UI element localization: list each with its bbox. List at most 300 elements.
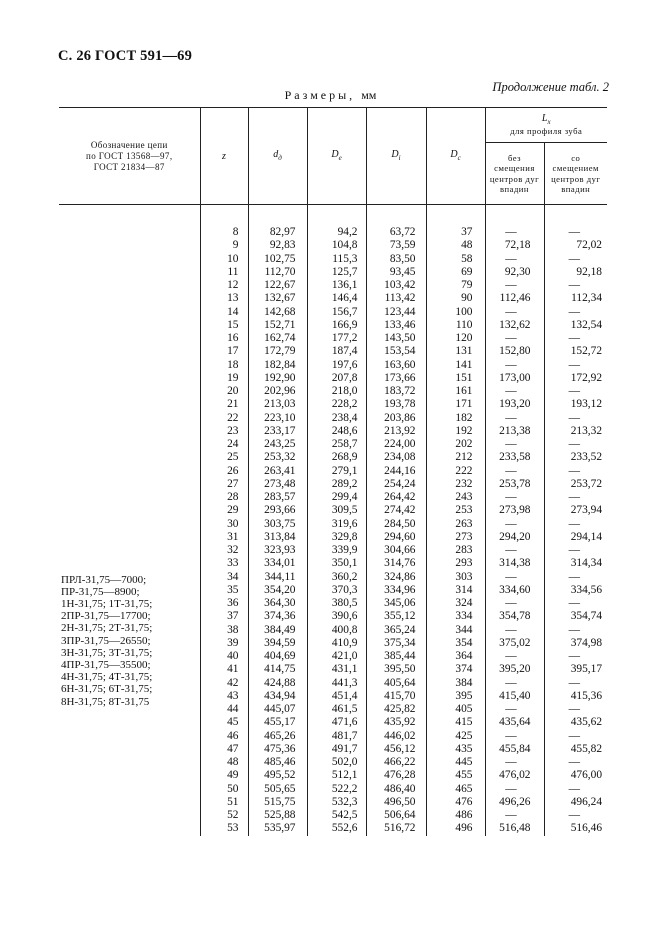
outer-diameter-value: 350,1 [331,557,358,570]
lx-with-shift-value: 92,18 [576,265,603,278]
lx-with-shift-value: 476,00 [570,769,603,782]
outer-diameter-value: 268,9 [331,451,358,464]
pitch-diameter-value: 445,07 [264,703,296,715]
lx-with-shift-value: 233,52 [570,451,603,464]
pitch-diameter-value: 152,71 [264,318,296,331]
lx-without-shift-value: 516,48 [499,822,531,835]
lx-without-shift-value: 455,84 [499,742,531,755]
outer-diameter-value: 319,6 [331,517,358,530]
inner-diameter-value: 395,50 [384,663,416,676]
outer-diameter-value: 451,4 [331,689,358,702]
outer-diameter-value: 238,4 [331,411,358,424]
inner-diameter-value: 153,54 [384,345,416,358]
lx-without-shift-value: 294,20 [499,530,531,543]
pitch-diameter-value: 404,69 [264,650,296,662]
outer-diameter-value: 481,7 [331,729,358,742]
outer-diameter-value: 197,6 [331,358,358,371]
inner-diameter-value: 425,82 [384,703,416,715]
inner-diameter-value: 385,44 [384,650,416,662]
outer-diameter-value: 156,7 [331,305,358,318]
pitch-diameter-value: 414,75 [264,663,296,676]
tooth-count-value: 25 [227,451,239,464]
outer-diameter-value: 94,2 [337,226,358,238]
outer-diameter-value: 279,1 [331,464,358,477]
tooth-count-value: 27 [227,477,239,490]
lx-without-shift-value: — [505,517,517,530]
tooth-count-value: 20 [227,385,239,397]
outer-diameter-value: 461,5 [331,703,358,715]
lx-without-shift-value: — [505,782,517,795]
table-continuation-label: Продолжение табл. 2 [492,80,609,94]
tooth-count-value: 39 [227,636,239,649]
chord-diameter-value: 192 [455,424,473,437]
lx-with-shift-value: 172,92 [570,371,603,384]
sizes-label: Размеры, [284,88,356,102]
inner-diameter-value: 274,42 [384,504,416,517]
outer-diameter-value: 125,7 [331,265,358,278]
pitch-diameter-value: 313,84 [264,530,296,543]
chord-diameter-value: 384 [455,676,473,689]
chord-diameter-value: 37 [461,226,473,238]
inner-diameter-value: 324,86 [384,570,416,583]
lx-with-shift-value: 152,72 [570,345,603,358]
chord-diameter-value: 293 [455,557,473,570]
lx-with-shift-value: 213,32 [570,424,603,437]
inner-diameter-value: 334,96 [384,583,416,596]
chain-designation: ПР-31,75—8900; [61,585,140,598]
chain-designation: 2ПР-31,75—17700; [61,610,151,623]
inner-diameter-value: 355,12 [384,610,416,623]
lx-without-shift-value: — [505,358,517,371]
tooth-count-value: 51 [227,795,239,808]
outer-diameter-value: 329,8 [331,530,358,543]
page-header: С. 26 ГОСТ 591—69 [58,48,193,64]
outer-diameter-value: 218,0 [331,385,358,397]
chord-diameter-value: 496 [455,822,473,835]
chord-diameter-value: 263 [455,517,473,530]
chain-designation: 2Н-31,75; 2Т-31,75; [61,622,153,635]
inner-diameter-value: 466,22 [384,756,416,768]
lx-with-shift-value: — [568,464,580,477]
outer-diameter-value: 339,9 [331,544,358,556]
Di-header: $D_i$ [366,108,426,205]
chord-diameter-value: 395 [455,689,473,702]
pitch-diameter-value: 485,46 [264,756,296,768]
inner-diameter-value: 73,59 [389,239,416,252]
inner-diameter-value: 476,28 [384,769,416,782]
tooth-count-value: 16 [227,332,239,344]
outer-diameter-value: 166,9 [331,318,358,331]
lx-with-shift-value: — [568,729,580,742]
chord-diameter-value: 324 [455,597,473,609]
lx-with-shift-value: — [568,623,580,636]
lx-without-shift-value: — [505,597,517,609]
outer-diameter-value: 471,6 [331,716,358,729]
chord-diameter-value: 58 [461,252,473,265]
inner-diameter-value: 143,50 [384,332,416,344]
inner-diameter-value: 375,34 [384,636,416,649]
outer-diameter-value: 380,5 [331,597,358,609]
inner-diameter-value: 123,44 [384,305,416,318]
sizes-caption [0,88,661,103]
outer-diameter-value: 309,5 [331,504,358,517]
Dc-header: $D_c$ [426,108,485,205]
inner-diameter-value: 456,12 [384,742,416,755]
outer-diameter-value: 289,2 [331,477,358,490]
lx-without-shift-value: 476,02 [499,769,531,782]
lx-with-shift-value: — [568,544,580,556]
pitch-diameter-value: 394,59 [264,636,296,649]
pitch-diameter-value: 182,84 [264,358,296,371]
inner-diameter-value: 254,24 [384,477,416,490]
lx-with-shift-value: 516,46 [570,822,603,835]
lx-without-shift-value: 354,78 [499,610,531,623]
chain-designation: 6Н-31,75; 6Т-31,75; [61,683,153,696]
lx-without-shift-value: — [505,385,517,397]
inner-diameter-value: 234,08 [384,451,416,464]
dd-header: $d_д$ [248,108,307,205]
inner-diameter-value: 486,40 [384,782,416,795]
chain-designation: 1Н-31,75; 1Т-31,75; [61,598,153,611]
chain-designation: 4Н-31,75; 4Т-31,75; [61,671,153,684]
lx-with-shift-value: 294,14 [570,530,603,543]
tooth-count-value: 40 [227,650,239,662]
pitch-diameter-value: 213,03 [264,398,296,411]
chord-diameter-value: 212 [455,451,473,464]
lx-with-shift-value: — [568,226,580,238]
lx-without-shift-value: 132,62 [499,318,531,331]
outer-diameter-value: 542,5 [331,809,358,821]
lx-with-shift-value: 193,12 [570,398,603,411]
chain-sprocket-table [59,107,607,836]
tooth-count-value: 35 [227,583,239,596]
Lx-header: $L_x$ для профиля зуба [485,108,607,143]
z-header: z [200,108,248,205]
pitch-diameter-value: 334,01 [264,557,296,570]
tooth-count-value: 23 [227,424,239,437]
lx-without-shift-value: 253,78 [499,477,531,490]
pitch-diameter-value: 192,90 [264,371,296,384]
pitch-diameter-value: 465,26 [264,729,296,742]
lx-without-shift-value: 193,20 [499,398,531,411]
chord-diameter-value: 110 [455,318,473,331]
chord-diameter-value: 476 [455,795,473,808]
pitch-diameter-value: 495,52 [264,769,296,782]
chord-diameter-value: 120 [455,332,473,344]
tooth-count-value: 28 [227,491,239,503]
chord-diameter-value: 283 [455,544,473,556]
Lx-with-shift-column [544,226,607,836]
pitch-diameter-value: 434,94 [264,689,296,702]
lx-with-shift-value: 435,62 [570,716,603,729]
inner-diameter-value: 183,72 [384,385,416,397]
pitch-diameter-value: 102,75 [264,252,296,265]
tooth-count-value: 43 [227,689,239,702]
lx-without-shift-value: — [505,332,517,344]
tooth-count-value: 32 [227,544,239,556]
inner-diameter-value: 284,50 [384,517,416,530]
lx-with-shift-value: — [568,279,580,291]
tooth-count-value: 14 [227,305,239,318]
tooth-count-value: 53 [227,822,239,835]
outer-diameter-value: 400,8 [331,623,358,636]
inner-diameter-value: 304,66 [384,544,416,556]
outer-diameter-value: 431,1 [331,663,358,676]
lx-with-shift-value: 112,34 [571,292,603,305]
outer-diameter-value: 502,0 [331,756,358,768]
chord-diameter-value: 131 [455,345,473,358]
lx-with-shift-value: 72,02 [576,239,603,252]
lx-without-shift-value: — [505,729,517,742]
pitch-diameter-value: 515,75 [264,795,296,808]
lx-with-shift-value: 314,34 [570,557,603,570]
outer-diameter-value: 370,3 [331,583,358,596]
chord-diameter-value: 79 [461,279,473,291]
tooth-count-value: 48 [227,756,239,768]
tooth-count-value: 26 [227,464,239,477]
tooth-count-value: 18 [227,358,239,371]
lx-without-shift-value: — [505,756,517,768]
chord-diameter-value: 273 [455,530,473,543]
lx-without-shift-value: — [505,809,517,821]
lx-without-shift-value: 173,00 [499,371,531,384]
outer-diameter-value: 522,2 [331,782,358,795]
designation-header: Обозначение цепи по ГОСТ 13568—97, ГОСТ 21834—87 [59,108,200,205]
chain-designation: 3ПР-31,75—26550; [61,634,151,647]
without-shift-header: без смещения центров дуг впадин [485,143,544,205]
lx-without-shift-value: — [505,676,517,689]
lx-without-shift-value: 112,46 [499,292,531,305]
inner-diameter-value: 264,42 [384,491,416,503]
Lx-without-shift-column [485,226,544,836]
lx-with-shift-value: — [568,676,580,689]
outer-diameter-value: 390,6 [331,610,358,623]
lx-without-shift-value: — [505,464,517,477]
lx-with-shift-value: 374,98 [570,636,603,649]
pitch-diameter-value: 253,32 [264,451,296,464]
lx-without-shift-value: — [505,703,517,715]
inner-diameter-value: 133,46 [384,318,416,331]
lx-with-shift-value: 496,24 [570,795,603,808]
tooth-count-value: 42 [227,676,239,689]
pitch-diameter-value: 323,93 [264,544,296,556]
lx-with-shift-value: 132,54 [570,318,603,331]
inner-diameter-value: 173,66 [384,371,416,384]
pitch-diameter-value: 354,20 [264,583,296,596]
chord-diameter-value: 161 [455,385,473,397]
chord-diameter-value: 415 [455,716,473,729]
with-shift-header: со смещением центров дуг впадин [544,143,607,205]
tooth-count-value: 37 [227,610,239,623]
chord-diameter-value: 232 [455,477,473,490]
pitch-diameter-value: 364,30 [264,597,296,609]
inner-diameter-value: 496,50 [384,795,416,808]
outer-diameter-value: 136,1 [331,279,358,291]
pitch-diameter-value: 293,66 [264,504,296,517]
pitch-diameter-value: 374,36 [264,610,296,623]
lx-with-shift-value: — [568,491,580,503]
pitch-diameter-value: 455,17 [264,716,296,729]
lx-without-shift-value: — [505,570,517,583]
inner-diameter-value: 193,78 [384,398,416,411]
lx-without-shift-value: 415,40 [499,689,531,702]
lx-with-shift-value: 415,36 [570,689,603,702]
pitch-diameter-value: 263,41 [264,464,296,477]
De-header: $D_e$ [307,108,366,205]
lx-without-shift-value: — [505,279,517,291]
pitch-diameter-value: 525,88 [264,809,296,821]
tooth-count-value: 10 [227,252,239,265]
inner-diameter-value: 294,60 [384,530,416,543]
inner-diameter-value: 83,50 [389,252,416,265]
tooth-count-value: 31 [227,530,239,543]
inner-diameter-value: 113,42 [384,292,416,305]
chord-diameter-value: 182 [455,411,473,424]
chord-diameter-value: 253 [455,504,473,517]
inner-diameter-value: 224,00 [384,438,416,450]
chord-diameter-value: 425 [455,729,473,742]
outer-diameter-value: 228,2 [331,398,358,411]
lx-with-shift-value: 273,94 [570,504,603,517]
z-column [200,226,248,836]
outer-diameter-value: 104,8 [331,239,358,252]
tooth-count-value: 15 [227,318,239,331]
inner-diameter-value: 506,64 [384,809,416,821]
lx-without-shift-value: 314,38 [499,557,531,570]
lx-with-shift-value: — [568,570,580,583]
lx-without-shift-value: — [505,438,517,450]
tooth-count-value: 9 [232,239,239,252]
outer-diameter-value: 421,0 [331,650,358,662]
tooth-count-value: 24 [227,438,239,450]
lx-with-shift-value: 354,74 [570,610,603,623]
outer-diameter-value: 146,4 [331,292,358,305]
lx-with-shift-value: — [568,782,580,795]
tooth-count-value: 21 [227,398,239,411]
chord-diameter-value: 202 [455,438,473,450]
chord-diameter-value: 243 [455,491,473,503]
inner-diameter-value: 103,42 [384,279,416,291]
outer-diameter-value: 512,1 [331,769,358,782]
inner-diameter-value: 314,76 [384,557,416,570]
chord-diameter-value: 141 [455,358,473,371]
pitch-diameter-value: 243,25 [264,438,296,450]
tooth-count-value: 49 [227,769,239,782]
tooth-count-value: 50 [227,782,239,795]
inner-diameter-value: 446,02 [384,729,416,742]
lx-without-shift-value: 273,98 [499,504,531,517]
chord-diameter-value: 100 [455,305,473,318]
inner-diameter-value: 435,92 [384,716,416,729]
lx-without-shift-value: 395,20 [499,663,531,676]
outer-diameter-value: 299,4 [331,491,358,503]
outer-diameter-value: 552,6 [331,822,358,835]
pitch-diameter-value: 122,67 [264,279,296,291]
lx-with-shift-value: — [568,411,580,424]
tooth-count-value: 44 [227,703,239,715]
pitch-diameter-value: 424,88 [264,676,296,689]
pitch-diameter-value: 92,83 [269,239,296,252]
inner-diameter-value: 203,86 [384,411,416,424]
outer-diameter-value: 187,4 [331,345,358,358]
inner-diameter-value: 516,72 [384,822,416,835]
tooth-count-value: 47 [227,742,239,755]
lx-with-shift-value: — [568,597,580,609]
chord-diameter-value: 314 [455,583,473,596]
chord-diameter-value: 374 [455,663,473,676]
chord-diameter-value: 334 [455,610,473,623]
pitch-diameter-value: 112,70 [264,265,296,278]
outer-diameter-value: 207,8 [331,371,358,384]
inner-diameter-value: 213,92 [384,424,416,437]
lx-without-shift-value: 435,64 [499,716,531,729]
tooth-count-value: 41 [227,663,239,676]
chain-designation-list [59,226,200,836]
pitch-diameter-value: 344,11 [264,570,296,583]
outer-diameter-value: 532,3 [331,795,358,808]
chord-diameter-value: 405 [455,703,473,715]
inner-diameter-value: 405,64 [384,676,416,689]
tooth-count-value: 13 [227,292,239,305]
pitch-diameter-value: 142,68 [264,305,296,318]
tooth-count-value: 52 [227,809,239,821]
pitch-diameter-value: 202,96 [264,385,296,397]
chain-designation: 3Н-31,75; 3Т-31,75; [61,646,153,659]
pitch-diameter-value: 384,49 [264,623,296,636]
chord-diameter-value: 486 [455,809,473,821]
lx-without-shift-value: 72,18 [504,239,531,252]
lx-with-shift-value: — [568,756,580,768]
pitch-diameter-value: 223,10 [264,411,296,424]
chord-diameter-value: 171 [455,398,473,411]
lx-with-shift-value: — [568,517,580,530]
pitch-diameter-value: 82,97 [269,226,296,238]
lx-without-shift-value: — [505,491,517,503]
Dc-column [426,226,485,836]
chord-diameter-value: 303 [455,570,473,583]
outer-diameter-value: 491,7 [331,742,358,755]
lx-with-shift-value: — [568,305,580,318]
outer-diameter-value: 360,2 [331,570,358,583]
chord-diameter-value: 354 [455,636,473,649]
lx-with-shift-value: — [568,358,580,371]
chord-diameter-value: 222 [455,464,473,477]
lx-without-shift-value: — [505,650,517,662]
lx-with-shift-value: 455,82 [570,742,603,755]
pitch-diameter-value: 283,57 [264,491,296,503]
lx-without-shift-value: — [505,305,517,318]
inner-diameter-value: 415,70 [384,689,416,702]
lx-with-shift-value: — [568,703,580,715]
outer-diameter-value: 248,6 [331,424,358,437]
tooth-count-value: 8 [232,226,239,238]
Di-column [366,226,426,836]
lx-with-shift-value: — [568,650,580,662]
pitch-diameter-value: 475,36 [264,742,296,755]
inner-diameter-value: 63,72 [389,226,416,238]
tooth-count-value: 33 [227,557,239,570]
chord-diameter-value: 455 [455,769,473,782]
inner-diameter-value: 93,45 [389,265,416,278]
lx-without-shift-value: 334,60 [499,583,531,596]
outer-diameter-value: 258,7 [331,438,358,450]
pitch-diameter-value: 303,75 [264,517,296,530]
lx-without-shift-value: 496,26 [499,795,531,808]
pitch-diameter-value: 505,65 [264,782,296,795]
lx-without-shift-value: — [505,411,517,424]
tooth-count-value: 12 [227,279,239,291]
tooth-count-value: 38 [227,623,239,636]
